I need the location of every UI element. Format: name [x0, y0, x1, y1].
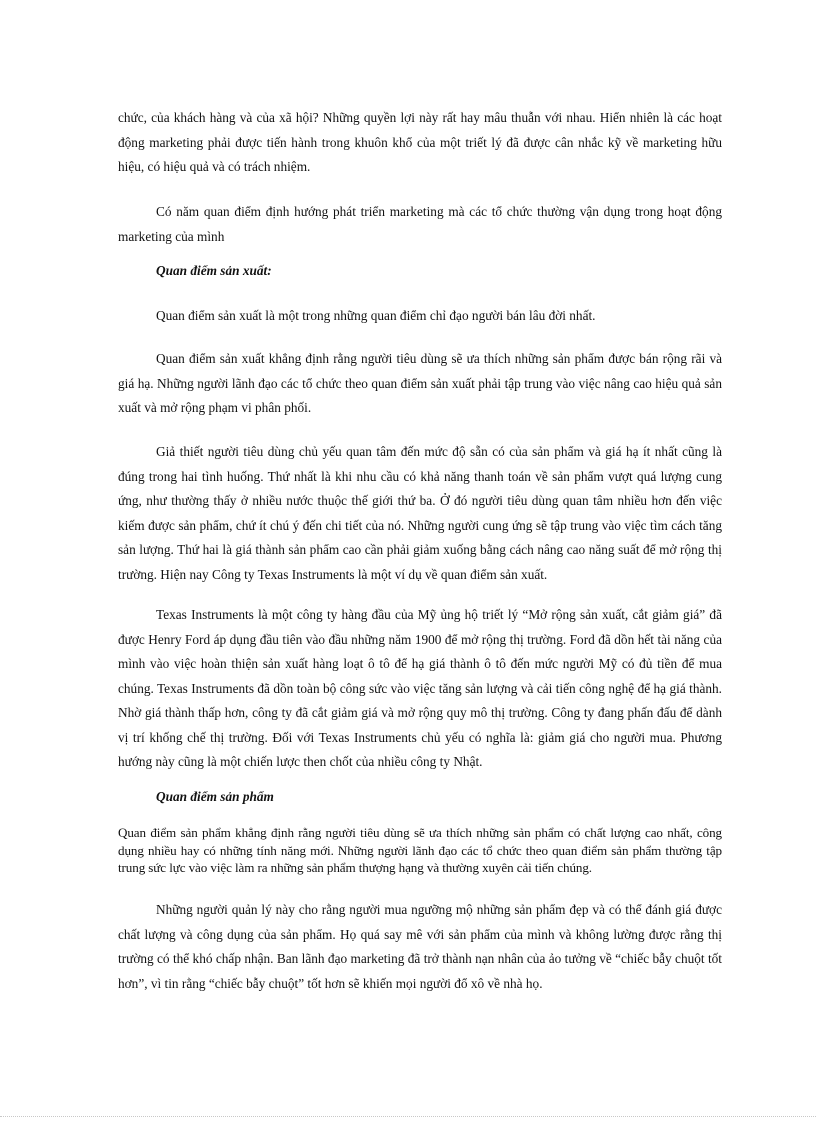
heading-product-concept: Quan điểm sản phẩm [156, 789, 274, 804]
page-bottom-divider [0, 1116, 816, 1117]
paragraph-production-assumption: Giả thiết người tiêu dùng chủ yếu quan tâm đến mức độ sẵn có của sản phẩm và giá hạ ít nhất cũng là đúng trong hai tình huống. Thứ nhất là khi nhu cầu có khả năng thanh toán về sản phẩm vượt quá lượng cung ứng, như thường thấy ở nhiều nước thuộc thế giới thứ ba. Ở đó người tiêu dùng quan tâm nhiều hơn đến việc kiếm được sản phẩm, chứ ít chú ý đến chi tiết của nó. Những người cung ứng sẽ tập trung vào việc tìm cách tăng sản lượng. Thứ hai là giá thành sản phẩm cao cần phải giảm xuống bằng cách nâng cao năng suất để mở rộng thị trường. Hiện nay Công ty Texas Instruments là một ví dụ về quan điểm sản xuất. [118, 444, 722, 582]
paragraph-production-definition: Quan điểm sản xuất khẳng định rằng người tiêu dùng sẽ ưa thích những sản phẩm được bán rộng rãi và giá hạ. Những người lãnh đạo các tổ chức theo quan điểm sản xuất phải tập trung vào việc nâng cao hiệu quả sản xuất và mở rộng phạm vi phân phối. [118, 351, 722, 415]
paragraph-five-concepts: Có năm quan điểm định hướng phát triển marketing mà các tổ chức thường vận dụng trong hoạt động marketing của mình [118, 204, 722, 244]
paragraph-intro-continued: chức, của khách hàng và của xã hội? Những quyền lợi này rất hay mâu thuẫn với nhau. Hiển nhiên là các hoạt động marketing phải được tiến hành trong khuôn khổ của một triết lý đã được cân nhắc kỹ về marketing hữu hiệu, có hiệu quả và có trách nhiệm. [118, 110, 722, 174]
paragraph-production-oldest: Quan điểm sản xuất là một trong những quan điểm chỉ đạo người bán lâu đời nhất. [156, 308, 596, 323]
heading-production-concept: Quan điểm sản xuất: [156, 263, 272, 278]
paragraph-product-managers: Những người quản lý này cho rằng người mua ngưỡng mộ những sản phẩm đẹp và có thể đánh giá được chất lượng và công dụng của sản phẩm. Họ quá say mê với sản phẩm của mình và không lường được rằng thị trường có thể khó chấp nhận. Ban lãnh đạo marketing đã trở thành nạn nhân của ảo tưởng về “chiếc bẫy chuột tốt hơn”, vì tin rằng “chiếc bẫy chuột” tốt hơn sẽ khiến mọi người đổ xô về nhà họ. [118, 902, 722, 991]
paragraph-product-definition: Quan điểm sản phẩm khẳng định rằng người tiêu dùng sẽ ưa thích những sản phẩm có chất lượng cao nhất, công dụng nhiều hay có những tính năng mới. Những người lãnh đạo các tổ chức theo quan điểm sản phẩm thường tập trung sức lực vào việc làm ra những sản phẩm thượng hạng và thường xuyên cải tiến chúng. [118, 825, 722, 875]
paragraph-texas-instruments: Texas Instruments là một công ty hàng đầu của Mỹ ủng hộ triết lý “Mở rộng sản xuất, cắt giảm giá” đã được Henry Ford áp dụng đầu tiên vào đầu những năm 1900 để mở rộng thị trường. Ford đã dồn hết tài năng của mình vào việc hoàn thiện sản xuất hàng loạt ô tô để hạ giá thành ô tô đến mức người Mỹ có đủ tiền để mua chúng. Texas Instruments đã dồn toàn bộ công sức vào việc tăng sản lượng và cải tiến công nghệ để hạ giá thành. Nhờ giá thành thấp hơn, công ty đã cắt giảm giá và mở rộng quy mô thị trường. Công ty đang phấn đấu để dành vị trí khống chế thị trường. Đối với Texas Instruments chủ yếu có nghĩa là: giảm giá cho người mua. Phương hướng này cũng là một chiến lược then chốt của nhiều công ty Nhật. [118, 607, 722, 769]
